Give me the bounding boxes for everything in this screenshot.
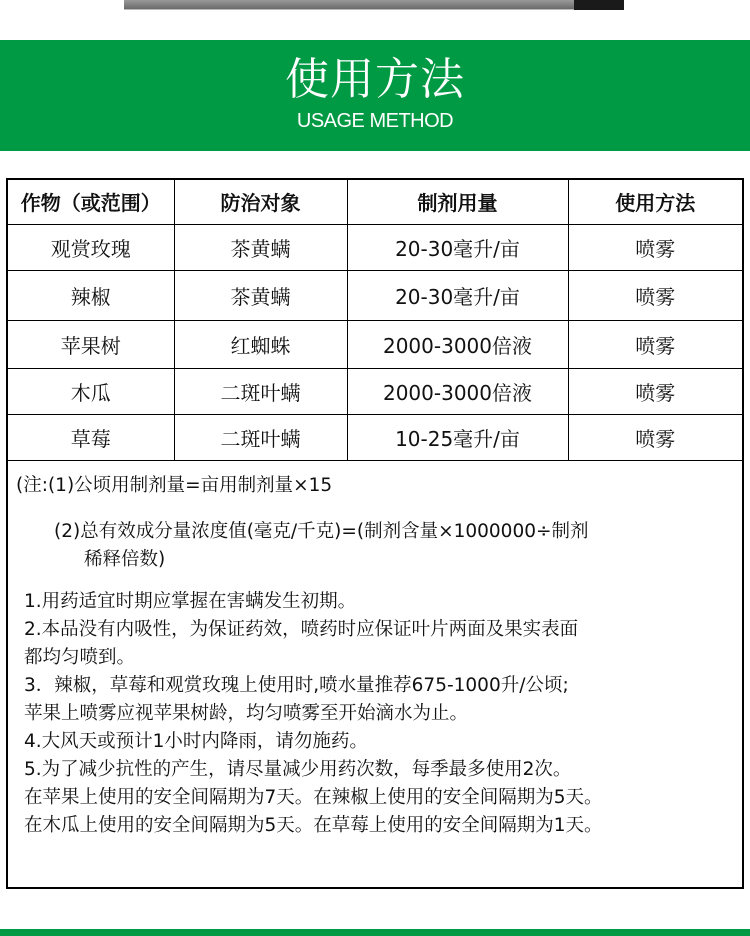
cell-method: 喷雾 — [568, 368, 742, 414]
cell-crop: 草莓 — [8, 414, 174, 460]
cell-target: 红蜘蛛 — [174, 320, 347, 368]
header-target: 防治对象 — [174, 180, 347, 224]
cell-dosage: 2000-3000倍液 — [347, 368, 568, 414]
cell-target: 茶黄螨 — [174, 224, 347, 270]
instruction-item: 在苹果上使用的安全间隔期为7天。在辣椒上使用的安全间隔期为5天。 — [24, 787, 603, 808]
section-title: 使用方法 — [285, 54, 465, 105]
table-row — [8, 270, 742, 320]
cell-crop: 观赏玫瑰 — [8, 224, 174, 270]
cell-target: 二斑叶螨 — [174, 368, 347, 414]
cell-dosage: 2000-3000倍液 — [347, 320, 568, 368]
note-2-cont: 稀释倍数) — [84, 549, 166, 570]
cell-crop: 苹果树 — [8, 320, 174, 368]
header-crop: 作物（或范围） — [8, 180, 174, 224]
cell-dosage: 20-30毫升/亩 — [347, 224, 568, 270]
instruction-item: 4.大风天或预计1小时内降雨，请勿施药。 — [24, 731, 368, 752]
product-image-edge — [124, 0, 624, 10]
section-banner — [0, 40, 750, 151]
instruction-item: 1.用药适宜时期应掌握在害螨发生初期。 — [24, 591, 357, 612]
table-row — [8, 414, 742, 460]
header-dosage: 制剂用量 — [347, 180, 568, 224]
table-row — [8, 368, 742, 414]
footer-green-bar — [0, 929, 750, 936]
instruction-item: 3．辣椒，草莓和观赏玫瑰上使用时,喷水量推荐675-1000升/公顷; — [24, 675, 569, 696]
cell-method: 喷雾 — [568, 270, 742, 320]
cell-method: 喷雾 — [568, 224, 742, 270]
table-row — [8, 320, 742, 368]
note-1: (注:(1)公顷用制剂量=亩用制剂量×15 — [16, 475, 333, 496]
cell-method: 喷雾 — [568, 320, 742, 368]
section-subtitle: USAGE METHOD — [296, 110, 454, 132]
cell-dosage: 20-30毫升/亩 — [347, 270, 568, 320]
instruction-item: 都均匀喷到。 — [24, 647, 136, 668]
instruction-item: 在木瓜上使用的安全间隔期为5天。在草莓上使用的安全间隔期为1天。 — [24, 815, 603, 836]
instruction-item: 2.本品没有内吸性，为保证药效，喷药时应保证叶片两面及果实表面 — [24, 619, 579, 640]
cell-crop: 木瓜 — [8, 368, 174, 414]
usage-box — [6, 178, 744, 889]
cell-dosage: 10-25毫升/亩 — [347, 414, 568, 460]
cell-crop: 辣椒 — [8, 270, 174, 320]
note-2: (2)总有效成分量浓度值(毫克/千克)=(制剂含量×1000000÷制剂 — [54, 521, 589, 542]
notes — [16, 472, 740, 840]
cell-method: 喷雾 — [568, 414, 742, 460]
cell-target: 二斑叶螨 — [174, 414, 347, 460]
header-method: 使用方法 — [568, 180, 742, 224]
cell-target: 茶黄螨 — [174, 270, 347, 320]
table-row — [8, 224, 742, 270]
usage-table — [8, 180, 742, 461]
instruction-item: 5.为了减少抗性的产生，请尽量减少用药次数，每季最多使用2次。 — [24, 759, 572, 780]
table-header-row — [8, 180, 742, 224]
instruction-item: 苹果上喷雾应视苹果树龄，均匀喷雾至开始滴水为止。 — [24, 703, 469, 724]
